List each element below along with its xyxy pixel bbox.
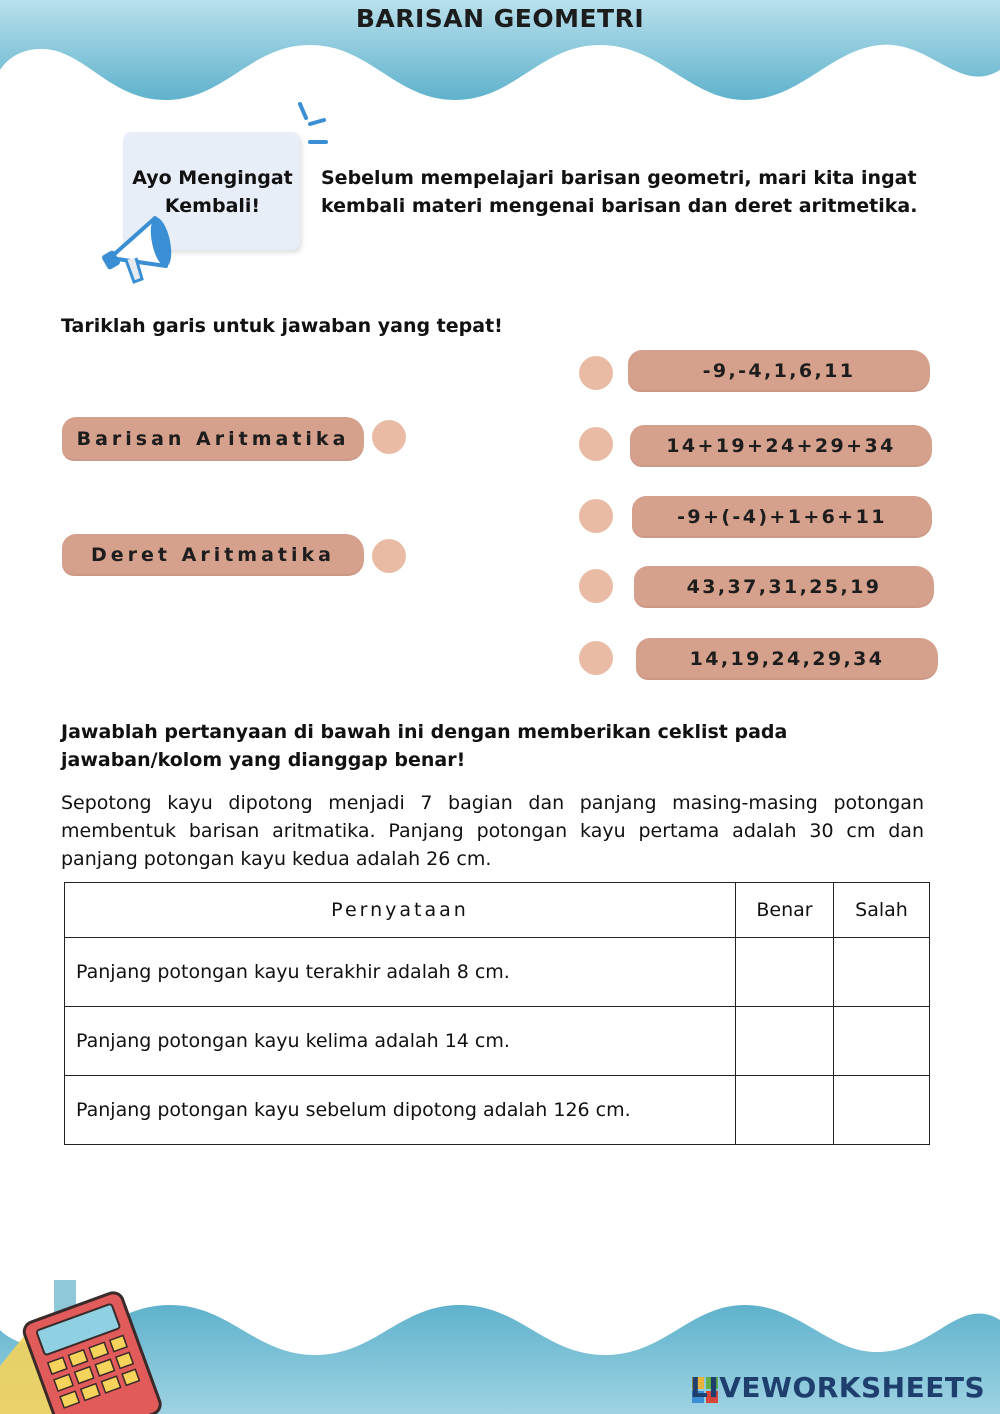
benar-checkbox[interactable] [736,1076,834,1145]
right-item-3[interactable]: -9+(-4)+1+6+11 [632,496,932,538]
left-item-barisan-aritmatika[interactable]: Barisan Aritmatika [62,417,364,461]
right-connector-dot[interactable] [579,356,613,390]
right-connector-dot[interactable] [579,641,613,675]
right-connector-dot[interactable] [579,569,613,603]
question-story: Sepotong kayu dipotong menjadi 7 bagian dan panjang masing-masing potongan membentuk barisan aritmatika. Panjang potongan kayu pertama adalah 30 cm dan panjang potongan kayu kedua adalah 26 cm. [61,792,924,870]
right-connector-dot[interactable] [579,499,613,533]
question-instruction: Jawablah pertanyaan di bawah ini dengan memberikan ceklist pada jawaban/kolom yang dianggap benar! [61,721,788,771]
left-connector-dot[interactable] [372,420,406,454]
benar-checkbox[interactable] [736,1007,834,1076]
calculator-illustration [0,1276,170,1414]
statement-table [64,882,930,1145]
statement-text: Panjang potongan kayu kelima adalah 14 cm. [65,1007,736,1076]
table-row [65,1007,930,1076]
statement-text: Panjang potongan kayu sebelum dipotong adalah 126 cm. [65,1076,736,1145]
table-row [65,1076,930,1145]
table-row [65,938,930,1007]
salah-checkbox[interactable] [834,1076,930,1145]
left-item-deret-aritmatika[interactable]: Deret Aritmatika [62,534,364,576]
benar-checkbox[interactable] [736,938,834,1007]
right-connector-dot[interactable] [579,427,613,461]
reminder-title: Ayo Mengingat Kembali! [132,167,293,217]
header-benar: Benar [736,883,834,938]
right-item-1[interactable]: -9,-4,1,6,11 [628,350,930,392]
right-item-4[interactable]: 43,37,31,25,19 [634,566,934,608]
table-header-row [65,883,930,938]
brand-wordmark: LIVEWORKSHEETS [690,1371,986,1404]
left-connector-dot[interactable] [372,539,406,573]
megaphone-icon [100,206,180,290]
attention-lines-icon [290,100,340,150]
page-title: BARISAN GEOMETRI [355,4,645,33]
right-item-5[interactable]: 14,19,24,29,34 [636,638,938,680]
header-salah: Salah [834,883,930,938]
statement-text: Panjang potongan kayu terakhir adalah 8 cm. [65,938,736,1007]
salah-checkbox[interactable] [834,1007,930,1076]
matching-instruction: Tariklah garis untuk jawaban yang tepat! [61,315,503,337]
right-item-2[interactable]: 14+19+24+29+34 [630,425,932,467]
header-pernyataan: Pernyataan [65,883,736,938]
reminder-text: Sebelum mempelajari barisan geometri, mari kita ingat kembali materi mengenai barisan dan deret aritmetika. [321,167,918,217]
salah-checkbox[interactable] [834,938,930,1007]
